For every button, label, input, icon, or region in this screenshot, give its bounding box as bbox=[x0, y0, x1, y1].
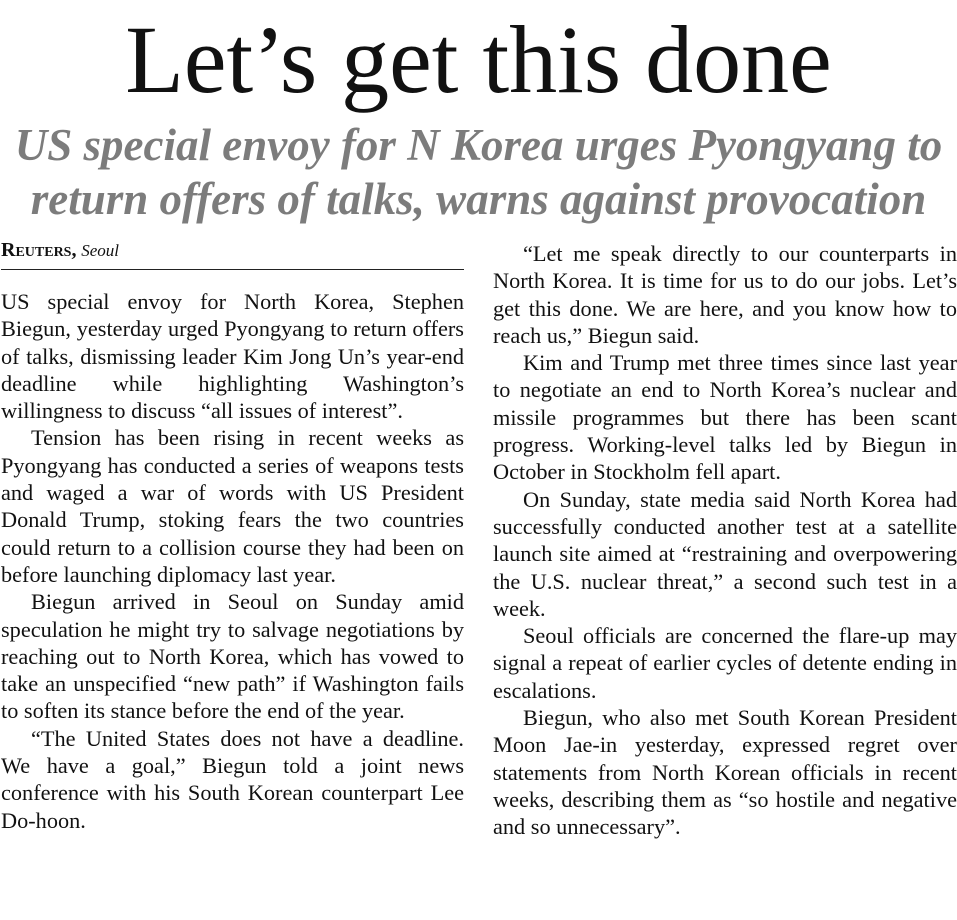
byline-agency: Reuters, bbox=[1, 239, 77, 261]
subheadline: US special envoy for N Korea urges Pyongyang to return offers of talks, warns against provocation bbox=[14, 120, 943, 224]
byline bbox=[1, 238, 464, 270]
article-column-left bbox=[1, 238, 464, 834]
paragraph: US special envoy for North Korea, Stephen Biegun, yesterday urged Pyongyang to return offers of talks, dismissing leader Kim Jong Un’s year-end deadline while highlighting Washington’s willingness to discuss “all issues of interest”. bbox=[1, 289, 464, 424]
article-column-right bbox=[493, 240, 957, 841]
paragraph: Tension has been rising in recent weeks as Pyongyang has conducted a series of weapons tests and waged a war of words with US President Donald Trump, stoking fears the two countries could return to a collision course they had been on before launching diplomacy last year. bbox=[1, 425, 464, 587]
paragraph: Seoul officials are concerned the flare-up may signal a repeat of earlier cycles of detente ending in escalations. bbox=[493, 623, 957, 703]
paragraph: Biegun, who also met South Korean President Moon Jae-in yesterday, expressed regret over statements from North Korean officials in recent weeks, describing them as “so hostile and negative and so unnecessary”. bbox=[493, 705, 957, 840]
headline: Let’s get this done bbox=[125, 6, 832, 113]
paragraph: Kim and Trump met three times since last year to negotiate an end to North Korea’s nuclear and missile programmes but there has been scant progress. Working-level talks led by Biegun in October in Stockholm fell apart. bbox=[493, 350, 957, 485]
byline-location: Seoul bbox=[81, 241, 119, 260]
paragraph: Biegun arrived in Seoul on Sunday amid speculation he might try to salvage negotiations by reaching out to North Korea, which has vowed to take an unspecified “new path” if Washington fails to soften its stance before the end of the year. bbox=[1, 589, 464, 724]
paragraph: On Sunday, state media said North Korea had successfully conducted another test at a satellite launch site aimed at “restraining and overpowering the U.S. nuclear threat,” a second such test in a week. bbox=[493, 486, 957, 621]
paragraph: “The United States does not have a deadline. We have a goal,” Biegun told a joint news conference with his South Korean counterpart Lee Do-hoon. bbox=[1, 725, 464, 833]
paragraph: “Let me speak directly to our counterparts in North Korea. It is time for us to do our jobs. Let’s get this done. We are here, and you know how to reach us,” Biegun said. bbox=[493, 241, 957, 348]
